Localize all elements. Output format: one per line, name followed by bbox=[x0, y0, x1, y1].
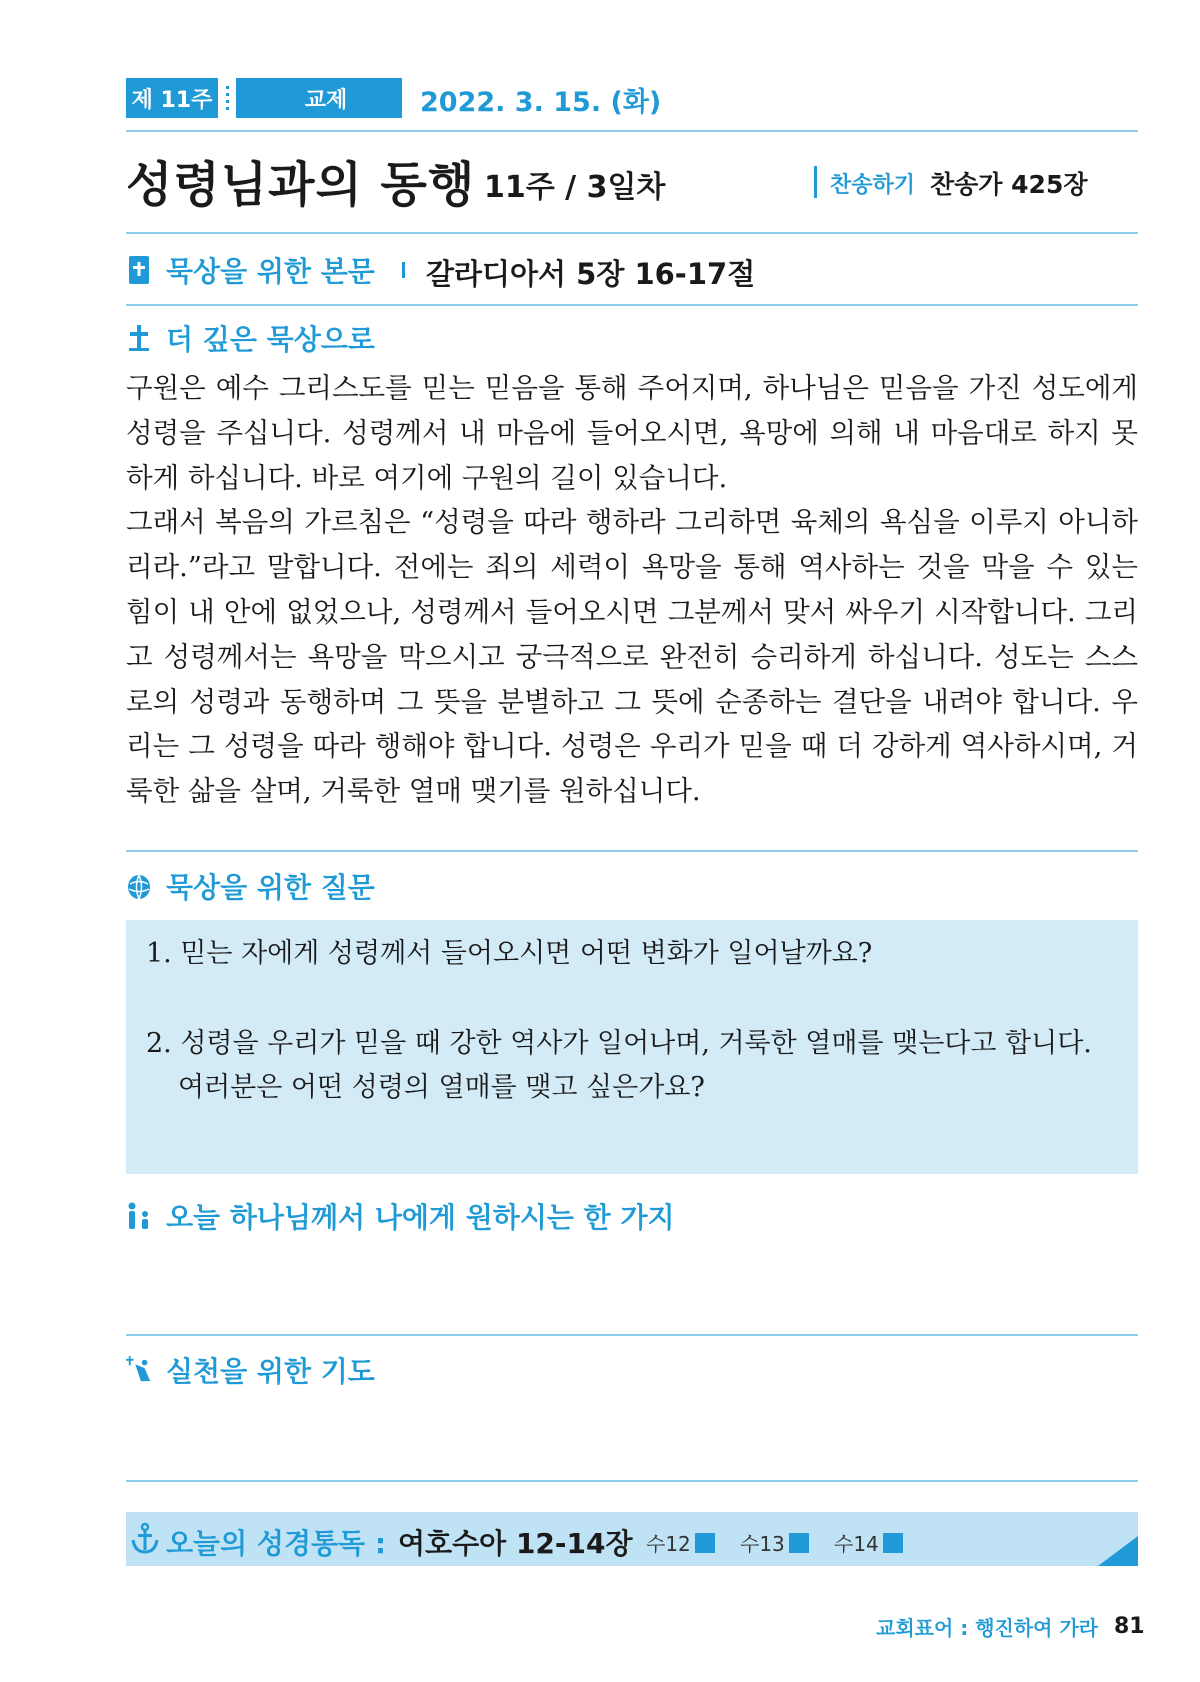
checkbox[interactable] bbox=[789, 1533, 809, 1553]
divider bbox=[126, 850, 1138, 852]
hymn-label: 찬송하기 bbox=[830, 173, 916, 198]
globe-icon bbox=[126, 871, 152, 901]
prayer-heading bbox=[126, 1350, 375, 1390]
meditation-paragraph: 그래서 복음의 가르침은 “성령을 따라 행하라 그리하면 육체의 욕심을 이루지 아니하리라.”라고 말합니다. 전에는 죄의 세력이 욕망을 통해 역사하는 것을 막을 수 있는 힘이 내 안에 없었으나, 성령께서 들어오시면 그분께서 맞서 싸우기 시작합니다. 그리고 성령께서는 욕망을 막으시고 궁극적으로 완전히 승리하게 하십니다. 성도는 스스로의 성령과 동행하며 그 뜻을 분별하고 그 뜻에 순종하는 결단을 내려야 합니다. 우리는 그 성령을 따라 행해야 합니다. 성령은 우리가 믿을 때 더 강하게 역사하시며, 거룩한 삶을 살며, 거룩한 열매 맺기를 원하십니다. bbox=[126, 506, 1138, 808]
passage-reference: 갈라디아서 5장 16-17절 bbox=[426, 257, 756, 291]
reading-check-3[interactable] bbox=[834, 1528, 903, 1557]
reading-check-2[interactable] bbox=[740, 1528, 809, 1557]
question-1: 1. 믿는 자에게 성령께서 들어오시면 어떤 변화가 일어날까요? bbox=[146, 938, 873, 969]
week-label: 제 11주 bbox=[131, 87, 213, 113]
praying-people-icon bbox=[126, 1201, 152, 1231]
reading-label: 오늘의 성경통독 : bbox=[166, 1527, 387, 1560]
page-number: 81 bbox=[1114, 1614, 1145, 1639]
anchor-icon bbox=[130, 1522, 160, 1558]
meditation-heading bbox=[126, 318, 375, 358]
meditation-paragraph: 구원은 예수 그리스도를 믿는 믿음을 통해 주어지며, 하나님은 믿음을 가진 성도에게 성령을 주십니다. 성령께서 내 마음에 들어오시면, 욕망에 의해 내 마음대로 하지 못하게 하십니다. 바로 여기에 구원의 길이 있습니다. bbox=[126, 372, 1138, 494]
bible-icon bbox=[126, 255, 152, 285]
divider bbox=[126, 130, 1138, 132]
checkbox[interactable] bbox=[695, 1533, 715, 1553]
prayer-label: 실천을 위한 기도 bbox=[166, 1355, 375, 1388]
reading-check-1[interactable] bbox=[646, 1528, 715, 1557]
question-2: 2. 성령을 우리가 믿을 때 강한 역사가 일어나며, 거룩한 열매를 맺는다고 합니다. bbox=[146, 1028, 1092, 1059]
meditation-label: 더 깊은 묵상으로 bbox=[166, 323, 375, 356]
reading-check-label: 수13 bbox=[740, 1532, 785, 1556]
today-label: 오늘 하나님께서 나에게 원하시는 한 가지 bbox=[166, 1201, 675, 1234]
church-motto: 교회표어 : 행진하여 가라 bbox=[876, 1616, 1099, 1640]
checkbox[interactable] bbox=[883, 1533, 903, 1553]
divider bbox=[126, 1334, 1138, 1336]
cross-icon bbox=[126, 323, 152, 353]
meditation-body bbox=[126, 366, 1138, 814]
passage-label: 묵상을 위한 본문 bbox=[166, 255, 375, 288]
questions-heading bbox=[126, 866, 375, 906]
question-2-continued: 여러분은 어떤 성령의 열매를 맺고 싶은가요? bbox=[178, 1072, 705, 1103]
corner-marker bbox=[1098, 1536, 1138, 1566]
divider bbox=[126, 232, 1138, 234]
hymn-divider bbox=[814, 166, 817, 198]
passage-divider bbox=[402, 262, 405, 278]
reading-check-label: 수14 bbox=[834, 1532, 879, 1556]
week-category-tag bbox=[126, 78, 402, 118]
divider bbox=[126, 304, 1138, 306]
reading-value: 여호수아 12-14장 bbox=[398, 1527, 633, 1560]
passage-heading bbox=[126, 250, 375, 290]
page-title: 성령님과의 동행 bbox=[126, 157, 476, 213]
tag-divider bbox=[218, 78, 236, 118]
divider bbox=[126, 1480, 1138, 1482]
praying-hands-icon bbox=[126, 1355, 152, 1385]
page-subtitle: 11주 / 3일차 bbox=[484, 170, 666, 205]
date: 2022. 3. 15. (화) bbox=[420, 87, 662, 118]
questions-label: 묵상을 위한 질문 bbox=[166, 871, 375, 904]
hymn-value: 찬송가 425장 bbox=[930, 170, 1088, 199]
today-heading bbox=[126, 1196, 675, 1236]
category-label: 교제 bbox=[304, 87, 348, 113]
reading-check-label: 수12 bbox=[646, 1532, 691, 1556]
